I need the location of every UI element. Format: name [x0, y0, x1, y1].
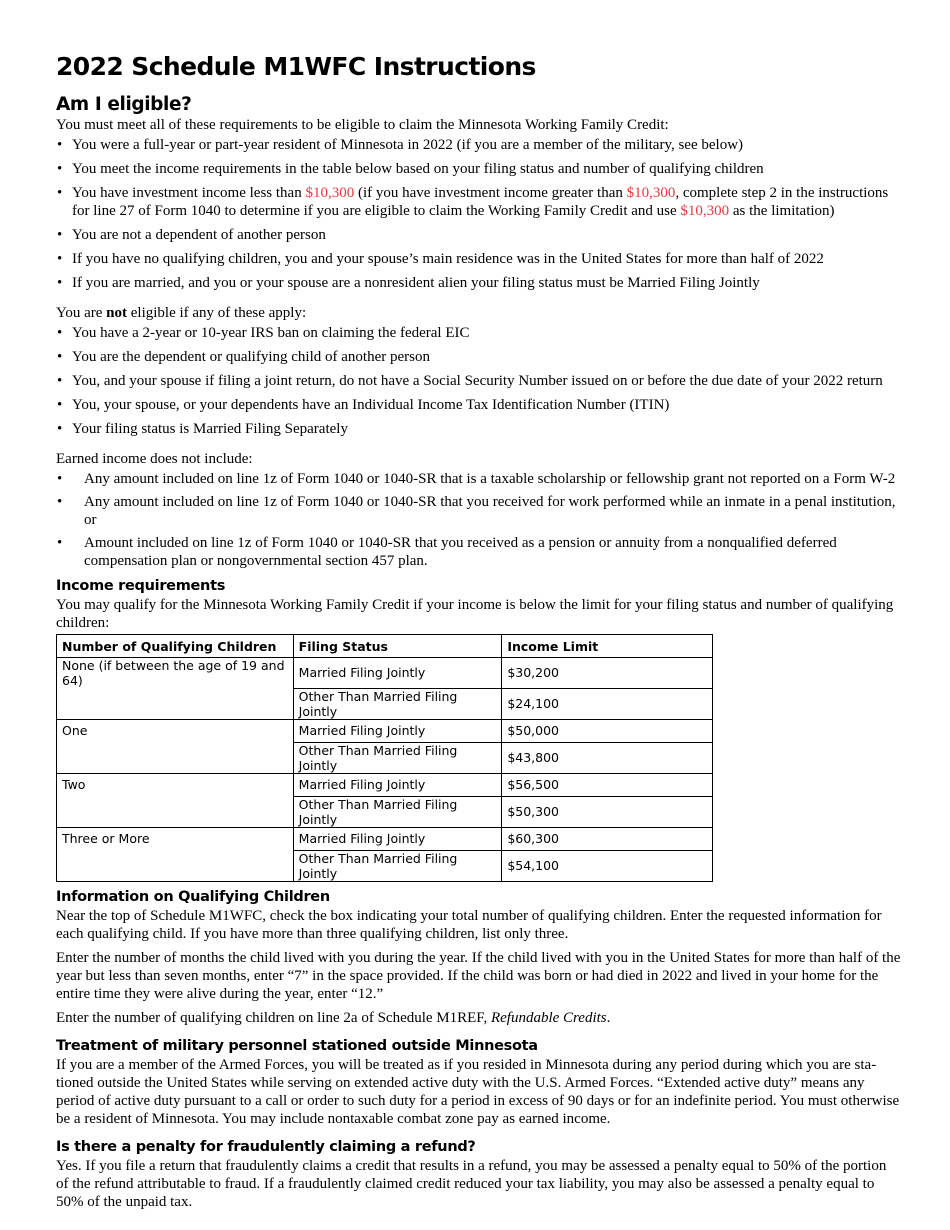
list-item: • You were a full-year or part-year resident of Minnesota in 2022 (if you are a member of the military, see below)	[56, 136, 901, 154]
table-row	[57, 742, 713, 773]
eligibility-intro: You must meet all of these requirements to be eligible to claim the Minnesota Working Family Credit:	[56, 117, 669, 133]
income-limit-cell: $54,100	[502, 850, 713, 881]
earned-income-intro: Earned income does not include:	[56, 451, 253, 467]
table-row	[57, 773, 713, 796]
list-item: • You, your spouse, or your dependents have an Individual Income Tax Identification Number (ITIN)	[56, 396, 901, 414]
children-count-cell: Three or More	[57, 827, 294, 850]
income-limit-cell: $50,000	[502, 719, 713, 742]
qualifying-children-heading: Information on Qualifying Children	[56, 888, 330, 905]
penalty-paragraph: Yes. If you file a return that fraudulently claims a credit that results in a refund, you may be assessed a penalty equal to 50% of the portion of the refund attributable to fraud. If a fraudulently claimed credit reduced your tax liability, you may also be assessed a penalty equal to 50% of the unpaid tax.	[56, 1157, 887, 1210]
not-eligible-list	[56, 324, 901, 438]
empty-cell	[57, 742, 294, 773]
list-item: • If you have no qualifying children, you and your spouse’s main residence was in the United States for more than half of 2022	[56, 250, 901, 268]
list-item: • Your filing status is Married Filing Separately	[56, 420, 901, 438]
requirements-list	[56, 136, 901, 292]
filing-status-cell: Other Than Married Filing Jointly	[293, 796, 502, 827]
income-limit-cell: $56,500	[502, 773, 713, 796]
filing-status-cell: Married Filing Jointly	[293, 773, 502, 796]
children-count-cell: None (if between the age of 19 and 64)	[57, 658, 294, 689]
income-limit-cell: $24,100	[502, 688, 713, 719]
income-limit-cell: $30,200	[502, 658, 713, 689]
earned-income-list	[56, 470, 901, 570]
penalty-heading: Is there a penalty for fraudulently claiming a refund?	[56, 1138, 476, 1155]
list-item: • You have a 2-year or 10-year IRS ban on claiming the federal EIC	[56, 324, 901, 342]
military-heading: Treatment of military personnel stationed outside Minnesota	[56, 1037, 538, 1054]
column-header: Number of Qualifying Children	[57, 635, 294, 658]
children-count-cell: Two	[57, 773, 294, 796]
income-limit-cell: $43,800	[502, 742, 713, 773]
filing-status-cell: Married Filing Jointly	[293, 719, 502, 742]
investment-limit-amount: $10,300	[680, 203, 730, 219]
eligibility-heading: Am I eligible?	[56, 94, 192, 115]
table-row	[57, 827, 713, 850]
instructions-page	[56, 50, 901, 1211]
list-item: • Amount included on line 1z of Form 1040 or 1040-SR that you received as a pension or annuity from a nonqualified deferred compensation plan or nongovernmental section 457 plan.	[56, 534, 901, 570]
income-intro: You may qualify for the Minnesota Working Family Credit if your income is below the limit for your filing status and number of qualifying children:	[56, 597, 894, 631]
income-limit-cell: $50,300	[502, 796, 713, 827]
list-item: • Any amount included on line 1z of Form 1040 or 1040-SR that you received for work performed while an inmate in a penal institution, or	[56, 493, 901, 529]
table-row	[57, 850, 713, 881]
military-paragraph: If you are a member of the Armed Forces, you will be treated as if you resided in Minnesota during any period during which you are stationed outside the United States while serving on extended active duty with the U.S. Armed Forces. “Extended active duty” means any period of active duty pursuant to a call or order to such duty for a period in excess of 90 days or for an indefinite period. You must otherwise be a resident of Minnesota. You may include nontaxable combat zone pay as earned income.	[56, 1056, 900, 1127]
filing-status-cell: Other Than Married Filing Jointly	[293, 742, 502, 773]
filing-status-cell: Other Than Married Filing Jointly	[293, 850, 502, 881]
filing-status-cell: Married Filing Jointly	[293, 658, 502, 689]
empty-cell	[57, 850, 294, 881]
qualifying-paragraph: Enter the number of months the child lived with you during the year. If the child lived with you in the United States for more than half of the year but less than seven months, enter “7” in the space provided. If the child was born or had died in 2022 and lived in your home for the entire time they were alive during the year, enter “12.”	[56, 949, 901, 1002]
list-item: • You meet the income requirements in the table below based on your filing status and number of qualifying children	[56, 160, 901, 178]
list-item: • You are the dependent or qualifying child of another person	[56, 348, 901, 366]
column-header: Filing Status	[293, 635, 502, 658]
table-row	[57, 719, 713, 742]
empty-cell	[57, 688, 294, 719]
table-row	[57, 688, 713, 719]
list-item: • You have investment income less than $10,300 (if you have investment income greater than $10,300, complete step 2 in the instructions for line 27 of Form 1040 to determine if you are eligible to claim the Working Family Credit and use $10,300 as the limitation)	[56, 184, 901, 220]
filing-status-cell: Other Than Married Filing Jointly	[293, 688, 502, 719]
list-item: • Any amount included on line 1z of Form 1040 or 1040-SR that is a taxable scholarship or fellowship grant not reported on a Form W-2	[56, 470, 901, 488]
income-heading: Income requirements	[56, 578, 226, 594]
list-item: • If you are married, and you or your spouse are a nonresident alien your filing status must be Married Filing Jointly	[56, 274, 901, 292]
filing-status-cell: Married Filing Jointly	[293, 827, 502, 850]
table-row	[57, 658, 713, 689]
investment-limit-amount: $10,300	[305, 185, 355, 201]
income-limit-table	[56, 634, 713, 882]
income-limit-cell: $60,300	[502, 827, 713, 850]
column-header: Income Limit	[502, 635, 713, 658]
not-eligible-intro: You are not eligible if any of these apply:	[56, 305, 307, 321]
children-count-cell: One	[57, 719, 294, 742]
page-title: 2022 Schedule M1WFC Instructions	[56, 52, 536, 81]
investment-limit-amount: $10,300	[626, 185, 676, 201]
table-row	[57, 796, 713, 827]
qualifying-paragraph: Enter the number of qualifying children on line 2a of Schedule M1REF, Refundable Credits.	[56, 1009, 611, 1026]
list-item: • You are not a dependent of another person	[56, 226, 901, 244]
qualifying-paragraph: Near the top of Schedule M1WFC, check the box indicating your total number of qualifying children. Enter the requested information for each qualifying child. If you have more than three qualifying children, list only three.	[56, 907, 882, 942]
list-item: • You, and your spouse if filing a joint return, do not have a Social Security Number issued on or before the due date of your 2022 return	[56, 372, 901, 390]
table-header-row	[57, 635, 713, 658]
empty-cell	[57, 796, 294, 827]
